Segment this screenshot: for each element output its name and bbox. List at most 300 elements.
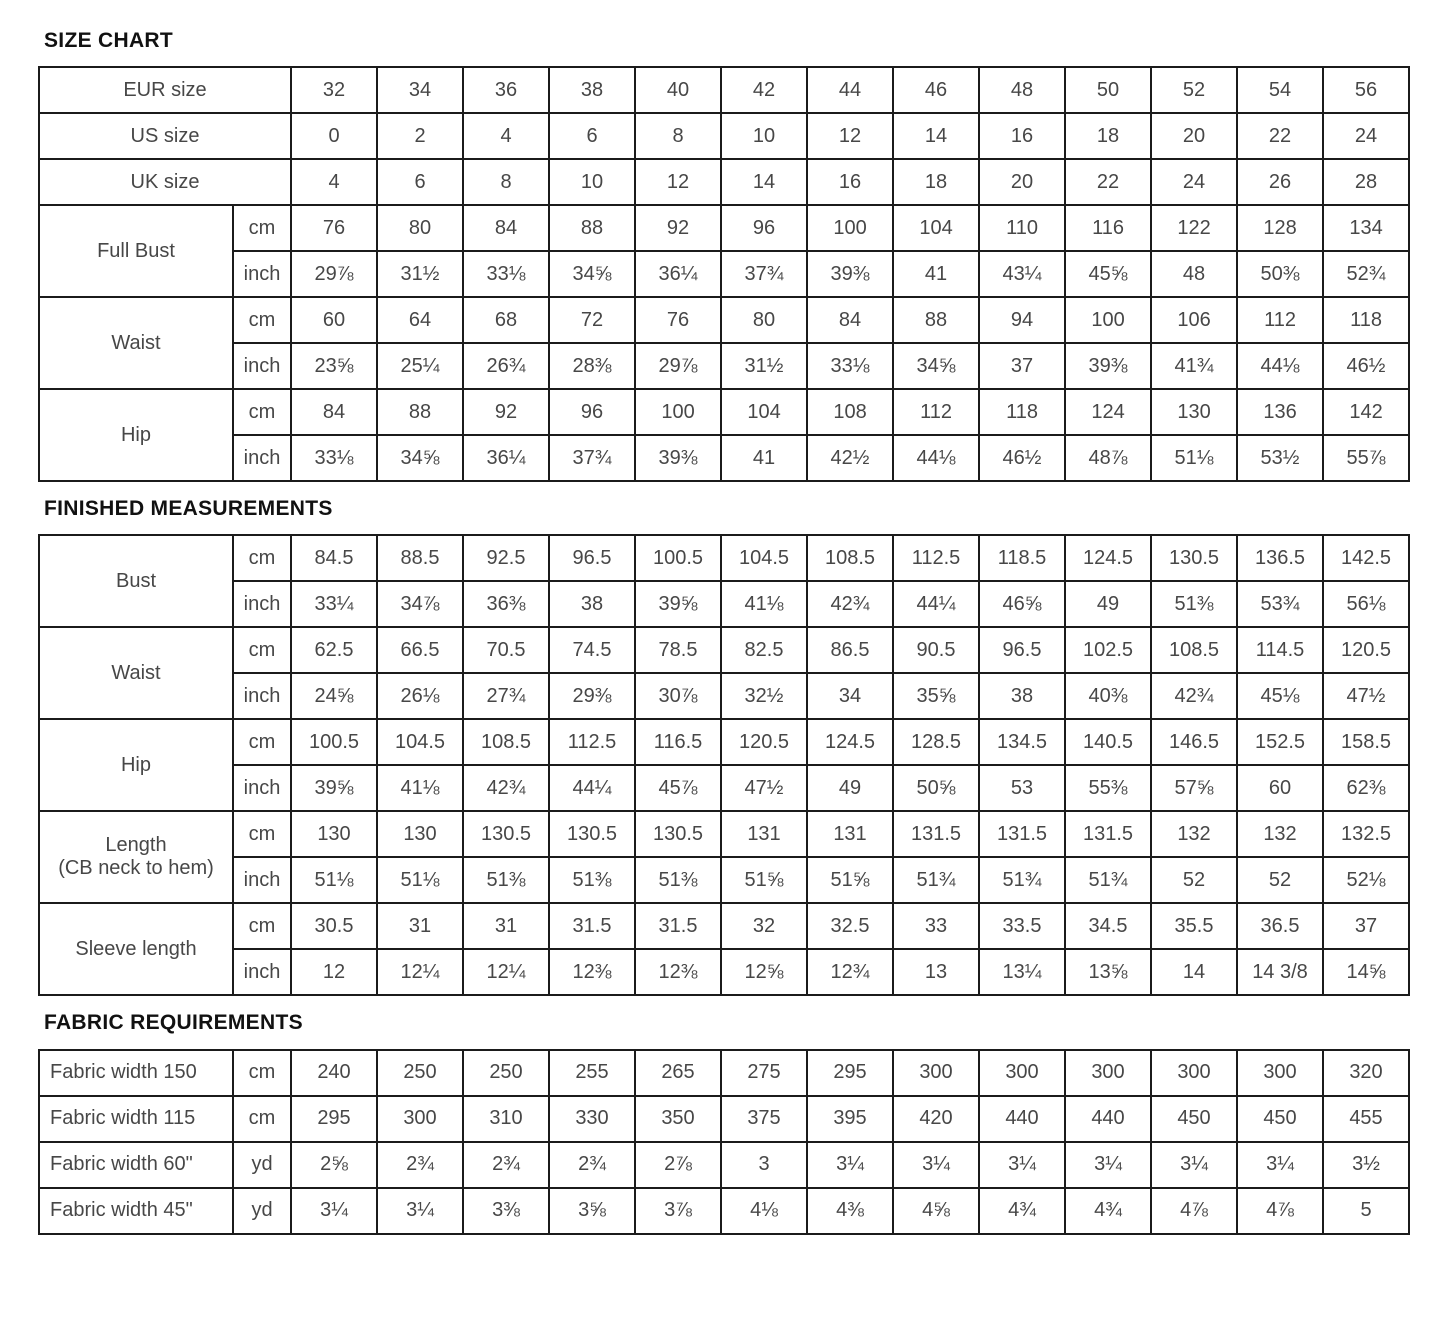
value-cell: 52 <box>1237 857 1323 903</box>
value-cell: 52 <box>1151 857 1237 903</box>
value-cell: 100.5 <box>291 719 377 765</box>
value-cell: 39⅝ <box>291 765 377 811</box>
value-cell: 84 <box>807 297 893 343</box>
value-cell: 131 <box>807 811 893 857</box>
value-cell: 330 <box>549 1096 635 1142</box>
value-cell: 14 <box>1151 949 1237 995</box>
section-fabric-requirements <box>38 1010 1409 1234</box>
value-cell: 36.5 <box>1237 903 1323 949</box>
value-cell: 2 <box>377 113 463 159</box>
value-cell: 108.5 <box>807 535 893 581</box>
value-cell: 38 <box>979 673 1065 719</box>
row-label: UK size <box>39 159 291 205</box>
value-cell: 4⅛ <box>721 1188 807 1234</box>
value-cell: 3⅝ <box>549 1188 635 1234</box>
value-cell: 14 3/8 <box>1237 949 1323 995</box>
unit-cell: cm <box>233 297 291 343</box>
value-cell: 18 <box>1065 113 1151 159</box>
value-cell: 131 <box>721 811 807 857</box>
value-cell: 124.5 <box>807 719 893 765</box>
value-cell: 92.5 <box>463 535 549 581</box>
value-cell: 132 <box>1151 811 1237 857</box>
value-cell: 51⅜ <box>463 857 549 903</box>
value-cell: 45⅝ <box>1065 251 1151 297</box>
value-cell: 33⅛ <box>463 251 549 297</box>
row-label: Waist <box>39 297 233 389</box>
value-cell: 76 <box>635 297 721 343</box>
value-cell: 4¾ <box>979 1188 1065 1234</box>
value-cell: 32½ <box>721 673 807 719</box>
table-row <box>39 949 1409 995</box>
value-cell: 52¾ <box>1323 251 1409 297</box>
value-cell: 64 <box>377 297 463 343</box>
table-row <box>39 535 1409 581</box>
value-cell: 136.5 <box>1237 535 1323 581</box>
value-cell: 42¾ <box>463 765 549 811</box>
value-cell: 14⅝ <box>1323 949 1409 995</box>
value-cell: 3⅜ <box>463 1188 549 1234</box>
size-chart-title: SIZE CHART <box>44 29 173 52</box>
unit-cell: inch <box>233 765 291 811</box>
value-cell: 43¼ <box>979 251 1065 297</box>
table-row <box>39 1050 1409 1096</box>
value-cell: 39⅜ <box>1065 343 1151 389</box>
value-cell: 49 <box>1065 581 1151 627</box>
value-cell: 60 <box>291 297 377 343</box>
value-cell: 42¾ <box>807 581 893 627</box>
value-cell: 50⅜ <box>1237 251 1323 297</box>
value-cell: 50 <box>1065 67 1151 113</box>
value-cell: 24 <box>1151 159 1237 205</box>
value-cell: 52 <box>1151 67 1237 113</box>
fabric-requirements-table <box>38 1049 1410 1235</box>
value-cell: 112 <box>1237 297 1323 343</box>
value-cell: 44¼ <box>549 765 635 811</box>
value-cell: 3¼ <box>807 1142 893 1188</box>
value-cell: 54 <box>1237 67 1323 113</box>
value-cell: 51⅛ <box>1151 435 1237 481</box>
unit-cell: inch <box>233 343 291 389</box>
value-cell: 12 <box>807 113 893 159</box>
value-cell: 118.5 <box>979 535 1065 581</box>
value-cell: 3¼ <box>1065 1142 1151 1188</box>
table-row <box>39 297 1409 343</box>
value-cell: 39⅜ <box>807 251 893 297</box>
value-cell: 310 <box>463 1096 549 1142</box>
value-cell: 118 <box>1323 297 1409 343</box>
value-cell: 2⅝ <box>291 1142 377 1188</box>
value-cell: 12¼ <box>377 949 463 995</box>
value-cell: 108.5 <box>1151 627 1237 673</box>
unit-cell: inch <box>233 251 291 297</box>
value-cell: 130.5 <box>463 811 549 857</box>
value-cell: 72 <box>549 297 635 343</box>
value-cell: 116.5 <box>635 719 721 765</box>
value-cell: 50⅝ <box>893 765 979 811</box>
value-cell: 3¼ <box>377 1188 463 1234</box>
value-cell: 80 <box>721 297 807 343</box>
value-cell: 41⅛ <box>377 765 463 811</box>
value-cell: 39⅝ <box>635 581 721 627</box>
value-cell: 128 <box>1237 205 1323 251</box>
value-cell: 32 <box>291 67 377 113</box>
unit-cell: cm <box>233 811 291 857</box>
value-cell: 4 <box>291 159 377 205</box>
value-cell: 146.5 <box>1151 719 1237 765</box>
value-cell: 112.5 <box>893 535 979 581</box>
value-cell: 42 <box>721 67 807 113</box>
value-cell: 130 <box>1151 389 1237 435</box>
value-cell: 134 <box>1323 205 1409 251</box>
value-cell: 36¼ <box>463 435 549 481</box>
value-cell: 46½ <box>1323 343 1409 389</box>
value-cell: 53½ <box>1237 435 1323 481</box>
value-cell: 42½ <box>807 435 893 481</box>
value-cell: 35.5 <box>1151 903 1237 949</box>
value-cell: 255 <box>549 1050 635 1096</box>
unit-cell: cm <box>233 903 291 949</box>
value-cell: 44¼ <box>893 581 979 627</box>
value-cell: 80 <box>377 205 463 251</box>
value-cell: 84 <box>463 205 549 251</box>
value-cell: 106 <box>1151 297 1237 343</box>
value-cell: 53 <box>979 765 1065 811</box>
value-cell: 28 <box>1323 159 1409 205</box>
value-cell: 2¾ <box>377 1142 463 1188</box>
value-cell: 20 <box>979 159 1065 205</box>
value-cell: 3¼ <box>291 1188 377 1234</box>
row-label: Hip <box>39 389 233 481</box>
value-cell: 51⅝ <box>807 857 893 903</box>
value-cell: 48 <box>1151 251 1237 297</box>
value-cell: 49 <box>807 765 893 811</box>
finished-measurements-table-body <box>39 535 1409 995</box>
value-cell: 33⅛ <box>291 435 377 481</box>
value-cell: 33⅛ <box>807 343 893 389</box>
value-cell: 12¼ <box>463 949 549 995</box>
value-cell: 295 <box>807 1050 893 1096</box>
value-cell: 12 <box>635 159 721 205</box>
unit-cell: inch <box>233 435 291 481</box>
value-cell: 39⅜ <box>635 435 721 481</box>
table-row <box>39 719 1409 765</box>
value-cell: 3⅞ <box>635 1188 721 1234</box>
value-cell: 51¾ <box>979 857 1065 903</box>
value-cell: 38 <box>549 67 635 113</box>
value-cell: 45⅛ <box>1237 673 1323 719</box>
value-cell: 78.5 <box>635 627 721 673</box>
value-cell: 45⅞ <box>635 765 721 811</box>
value-cell: 92 <box>463 389 549 435</box>
section-finished-measurements <box>38 496 1409 996</box>
value-cell: 51⅜ <box>635 857 721 903</box>
value-cell: 4⅜ <box>807 1188 893 1234</box>
value-cell: 250 <box>463 1050 549 1096</box>
value-cell: 124.5 <box>1065 535 1151 581</box>
table-row <box>39 67 1409 113</box>
unit-cell: cm <box>233 535 291 581</box>
finished-measurements-table <box>38 534 1410 996</box>
value-cell: 55⅜ <box>1065 765 1151 811</box>
value-cell: 122 <box>1151 205 1237 251</box>
value-cell: 88.5 <box>377 535 463 581</box>
value-cell: 13⅝ <box>1065 949 1151 995</box>
value-cell: 12⅜ <box>635 949 721 995</box>
value-cell: 57⅝ <box>1151 765 1237 811</box>
row-label: US size <box>39 113 291 159</box>
value-cell: 51⅝ <box>721 857 807 903</box>
table-row <box>39 205 1409 251</box>
unit-cell: yd <box>233 1188 291 1234</box>
value-cell: 36¼ <box>635 251 721 297</box>
value-cell: 132.5 <box>1323 811 1409 857</box>
value-cell: 104.5 <box>721 535 807 581</box>
value-cell: 112.5 <box>549 719 635 765</box>
value-cell: 120.5 <box>1323 627 1409 673</box>
value-cell: 24⅝ <box>291 673 377 719</box>
value-cell: 10 <box>549 159 635 205</box>
value-cell: 16 <box>807 159 893 205</box>
value-cell: 26⅛ <box>377 673 463 719</box>
finished-measurements-title: FINISHED MEASUREMENTS <box>44 497 333 521</box>
value-cell: 8 <box>635 113 721 159</box>
value-cell: 132 <box>1237 811 1323 857</box>
value-cell: 38 <box>549 581 635 627</box>
value-cell: 96.5 <box>549 535 635 581</box>
value-cell: 28⅜ <box>549 343 635 389</box>
value-cell: 66.5 <box>377 627 463 673</box>
value-cell: 96 <box>721 205 807 251</box>
value-cell: 14 <box>893 113 979 159</box>
value-cell: 265 <box>635 1050 721 1096</box>
value-cell: 128.5 <box>893 719 979 765</box>
value-cell: 60 <box>1237 765 1323 811</box>
value-cell: 47½ <box>1323 673 1409 719</box>
value-cell: 13¼ <box>979 949 1065 995</box>
value-cell: 6 <box>377 159 463 205</box>
value-cell: 4⅞ <box>1151 1188 1237 1234</box>
value-cell: 130.5 <box>635 811 721 857</box>
value-cell: 29⅜ <box>549 673 635 719</box>
value-cell: 51⅜ <box>549 857 635 903</box>
value-cell: 112 <box>893 389 979 435</box>
value-cell: 40 <box>635 67 721 113</box>
fabric-requirements-title: FABRIC REQUIREMENTS <box>44 1011 303 1035</box>
value-cell: 5 <box>1323 1188 1409 1234</box>
value-cell: 4⅞ <box>1237 1188 1323 1234</box>
value-cell: 124 <box>1065 389 1151 435</box>
value-cell: 300 <box>1151 1050 1237 1096</box>
value-cell: 4⅝ <box>893 1188 979 1234</box>
value-cell: 46⅝ <box>979 581 1065 627</box>
value-cell: 440 <box>1065 1096 1151 1142</box>
value-cell: 29⅞ <box>635 343 721 389</box>
value-cell: 92 <box>635 205 721 251</box>
value-cell: 100 <box>807 205 893 251</box>
value-cell: 22 <box>1237 113 1323 159</box>
value-cell: 131.5 <box>893 811 979 857</box>
value-cell: 131.5 <box>979 811 1065 857</box>
value-cell: 96 <box>549 389 635 435</box>
value-cell: 114.5 <box>1237 627 1323 673</box>
table-row <box>39 627 1409 673</box>
size-chart-table-body <box>39 67 1409 481</box>
table-row <box>39 857 1409 903</box>
table-row <box>39 1142 1409 1188</box>
value-cell: 37 <box>979 343 1065 389</box>
unit-cell: inch <box>233 949 291 995</box>
value-cell: 12¾ <box>807 949 893 995</box>
value-cell: 450 <box>1151 1096 1237 1142</box>
value-cell: 96.5 <box>979 627 1065 673</box>
row-label: Hip <box>39 719 233 811</box>
table-row <box>39 1188 1409 1234</box>
value-cell: 130 <box>377 811 463 857</box>
value-cell: 3 <box>721 1142 807 1188</box>
value-cell: 140.5 <box>1065 719 1151 765</box>
value-cell: 36⅜ <box>463 581 549 627</box>
value-cell: 320 <box>1323 1050 1409 1096</box>
value-cell: 56 <box>1323 67 1409 113</box>
value-cell: 104 <box>721 389 807 435</box>
row-label: Fabric width 150 <box>39 1050 233 1096</box>
value-cell: 3¼ <box>893 1142 979 1188</box>
row-label: Fabric width 45" <box>39 1188 233 1234</box>
unit-cell: inch <box>233 673 291 719</box>
value-cell: 31½ <box>377 251 463 297</box>
value-cell: 136 <box>1237 389 1323 435</box>
value-cell: 104 <box>893 205 979 251</box>
value-cell: 51⅜ <box>1151 581 1237 627</box>
value-cell: 46 <box>893 67 979 113</box>
value-cell: 51⅛ <box>377 857 463 903</box>
value-cell: 84.5 <box>291 535 377 581</box>
value-cell: 55⅞ <box>1323 435 1409 481</box>
value-cell: 56⅛ <box>1323 581 1409 627</box>
value-cell: 420 <box>893 1096 979 1142</box>
value-cell: 142.5 <box>1323 535 1409 581</box>
value-cell: 32 <box>721 903 807 949</box>
value-cell: 3¼ <box>1151 1142 1237 1188</box>
value-cell: 68 <box>463 297 549 343</box>
value-cell: 32.5 <box>807 903 893 949</box>
value-cell: 440 <box>979 1096 1065 1142</box>
value-cell: 152.5 <box>1237 719 1323 765</box>
value-cell: 275 <box>721 1050 807 1096</box>
value-cell: 131.5 <box>1065 811 1151 857</box>
table-row <box>39 811 1409 857</box>
unit-cell: cm <box>233 389 291 435</box>
value-cell: 31 <box>463 903 549 949</box>
value-cell: 26 <box>1237 159 1323 205</box>
value-cell: 4 <box>463 113 549 159</box>
value-cell: 130 <box>291 811 377 857</box>
value-cell: 12⅜ <box>549 949 635 995</box>
value-cell: 395 <box>807 1096 893 1142</box>
unit-cell: cm <box>233 719 291 765</box>
value-cell: 31½ <box>721 343 807 389</box>
value-cell: 34 <box>377 67 463 113</box>
value-cell: 31 <box>377 903 463 949</box>
unit-cell: cm <box>233 1050 291 1096</box>
value-cell: 34⅝ <box>377 435 463 481</box>
value-cell: 12⅝ <box>721 949 807 995</box>
value-cell: 24 <box>1323 113 1409 159</box>
value-cell: 48 <box>979 67 1065 113</box>
value-cell: 350 <box>635 1096 721 1142</box>
value-cell: 0 <box>291 113 377 159</box>
value-cell: 25¼ <box>377 343 463 389</box>
unit-cell: cm <box>233 627 291 673</box>
value-cell: 375 <box>721 1096 807 1142</box>
table-row <box>39 435 1409 481</box>
value-cell: 52⅛ <box>1323 857 1409 903</box>
value-cell: 34⅝ <box>893 343 979 389</box>
value-cell: 130.5 <box>1151 535 1237 581</box>
value-cell: 13 <box>893 949 979 995</box>
value-cell: 455 <box>1323 1096 1409 1142</box>
value-cell: 300 <box>377 1096 463 1142</box>
value-cell: 295 <box>291 1096 377 1142</box>
value-cell: 35⅝ <box>893 673 979 719</box>
value-cell: 44⅛ <box>1237 343 1323 389</box>
value-cell: 40⅜ <box>1065 673 1151 719</box>
value-cell: 29⅞ <box>291 251 377 297</box>
value-cell: 42¾ <box>1151 673 1237 719</box>
value-cell: 31.5 <box>635 903 721 949</box>
value-cell: 90.5 <box>893 627 979 673</box>
value-cell: 88 <box>549 205 635 251</box>
value-cell: 450 <box>1237 1096 1323 1142</box>
value-cell: 250 <box>377 1050 463 1096</box>
table-row <box>39 673 1409 719</box>
value-cell: 44 <box>807 67 893 113</box>
value-cell: 94 <box>979 297 1065 343</box>
value-cell: 100.5 <box>635 535 721 581</box>
value-cell: 48⅞ <box>1065 435 1151 481</box>
value-cell: 37¾ <box>721 251 807 297</box>
value-cell: 51⅛ <box>291 857 377 903</box>
fabric-requirements-table-body <box>39 1050 1409 1234</box>
value-cell: 88 <box>893 297 979 343</box>
value-cell: 33¼ <box>291 581 377 627</box>
value-cell: 34⅞ <box>377 581 463 627</box>
value-cell: 82.5 <box>721 627 807 673</box>
row-label: EUR size <box>39 67 291 113</box>
value-cell: 51¾ <box>1065 857 1151 903</box>
value-cell: 62⅜ <box>1323 765 1409 811</box>
unit-cell: cm <box>233 1096 291 1142</box>
table-row <box>39 903 1409 949</box>
row-label: Sleeve length <box>39 903 233 995</box>
value-cell: 110 <box>979 205 1065 251</box>
value-cell: 74.5 <box>549 627 635 673</box>
value-cell: 118 <box>979 389 1065 435</box>
value-cell: 34 <box>807 673 893 719</box>
value-cell: 104.5 <box>377 719 463 765</box>
row-label: Fabric width 60" <box>39 1142 233 1188</box>
value-cell: 46½ <box>979 435 1065 481</box>
value-cell: 100 <box>1065 297 1151 343</box>
value-cell: 14 <box>721 159 807 205</box>
value-cell: 30⅞ <box>635 673 721 719</box>
value-cell: 76 <box>291 205 377 251</box>
value-cell: 134.5 <box>979 719 1065 765</box>
value-cell: 37 <box>1323 903 1409 949</box>
value-cell: 10 <box>721 113 807 159</box>
value-cell: 53¾ <box>1237 581 1323 627</box>
value-cell: 3½ <box>1323 1142 1409 1188</box>
